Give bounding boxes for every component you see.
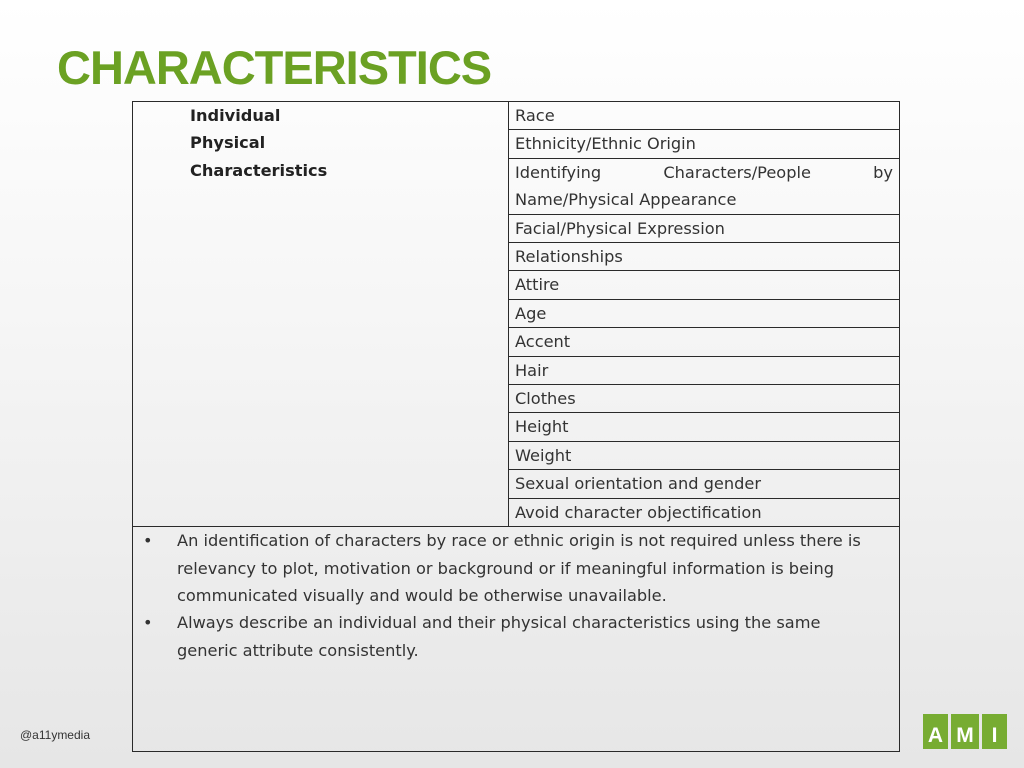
logo-letter: A [923, 714, 948, 749]
item-cell: Sexual orientation and gender [509, 470, 900, 498]
logo-letter: M [951, 714, 979, 749]
category-header-line: Characteristics [190, 160, 328, 180]
item-cell: Race [509, 102, 900, 130]
list-item [137, 609, 899, 664]
table-row [133, 102, 900, 130]
notes-cell [133, 527, 900, 752]
item-cell: Height [509, 413, 900, 441]
note-text: An identification of characters by race or ethnic origin is not required unless there is relevancy to plot, motivation or background or if meaningful information is being communicated visually and would be otherwise unavailable. [177, 531, 861, 605]
category-header-line: Individual [190, 106, 281, 125]
list-item [137, 527, 899, 609]
item-cell: Age [509, 299, 900, 327]
category-header-cell [133, 102, 509, 527]
item-cell: Facial/Physical Expression [509, 214, 900, 242]
item-cell: Identifying Characters/People by Name/Physical Appearance [509, 158, 900, 214]
ami-logo [923, 714, 1007, 749]
footer-handle: @a11ymedia [20, 728, 90, 742]
item-cell: Weight [509, 441, 900, 469]
item-cell: Accent [509, 328, 900, 356]
notes-list [137, 527, 899, 664]
item-cell: Attire [509, 271, 900, 299]
notes-row [133, 527, 900, 752]
item-cell: Hair [509, 356, 900, 384]
item-cell: Relationships [509, 243, 900, 271]
item-cell: Clothes [509, 385, 900, 413]
bullet-icon: • [143, 613, 153, 633]
slide-title: CHARACTERISTICS [57, 41, 492, 94]
characteristics-table [132, 101, 900, 752]
category-header-line: Physical [190, 133, 266, 153]
item-cell: Ethnicity/Ethnic Origin [509, 130, 900, 158]
bullet-icon: • [143, 531, 153, 551]
logo-letter: I [982, 714, 1007, 749]
note-text: Always describe an individual and their physical characteristics using the same generic attribute consistently. [177, 613, 821, 660]
item-cell: Avoid character objectification [509, 498, 900, 526]
